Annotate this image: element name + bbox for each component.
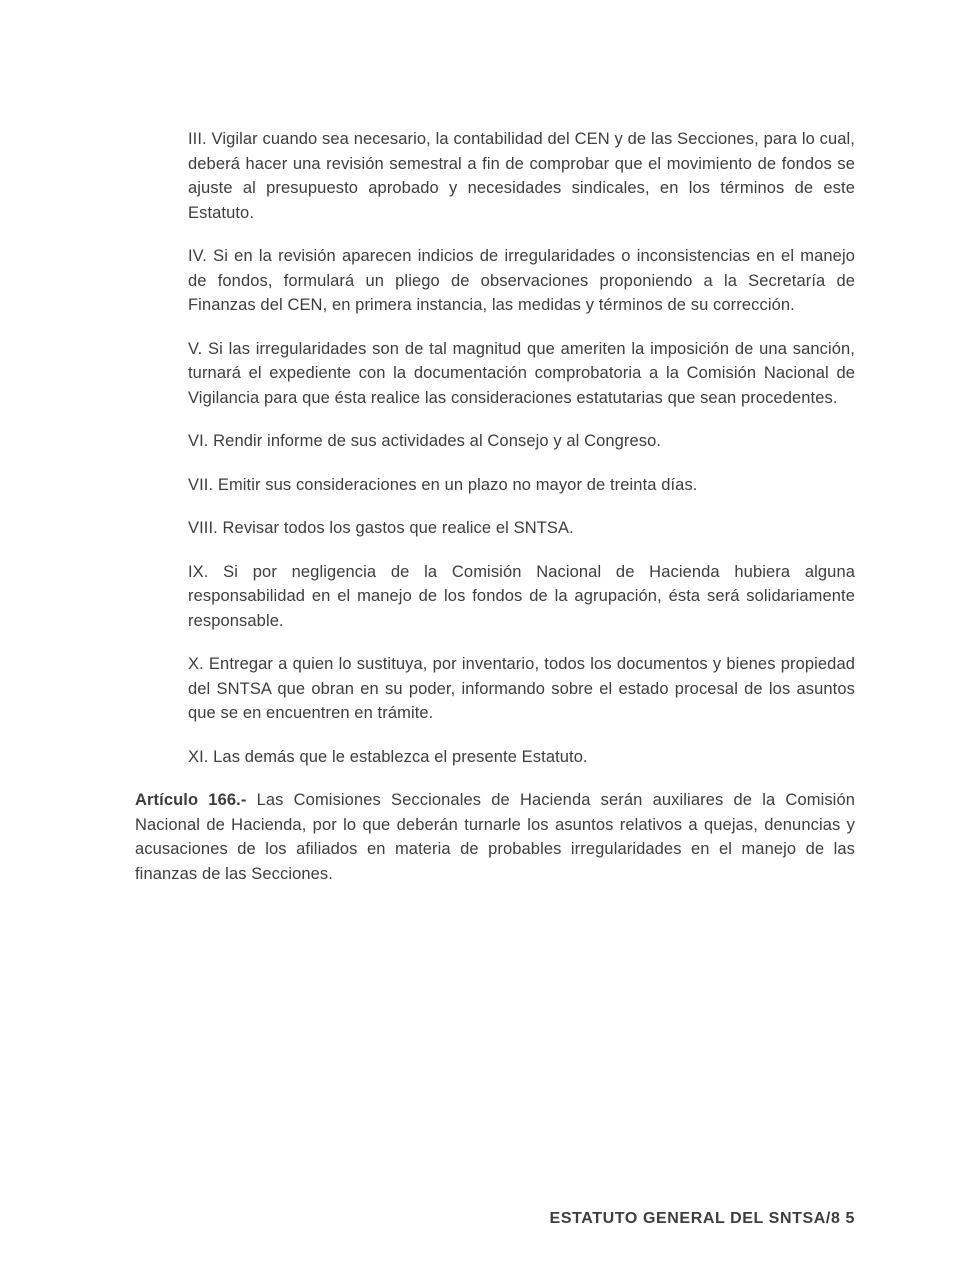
page-footer: ESTATUTO GENERAL DEL SNTSA/8 5 — [549, 1210, 855, 1227]
clause-paragraph: X. Entregar a quien lo sustituya, por inventario, todos los documentos y bienes propiedad del SNTSA que obran en su poder, informando sobre el estado procesal de los asuntos que se en encuentren en trámite. — [188, 655, 855, 722]
clause-paragraph: XI. Las demás que le establezca el presente Estatuto. — [188, 747, 588, 766]
clause-paragraph: VIII. Revisar todos los gastos que realice el SNTSA. — [188, 519, 574, 537]
document-body — [135, 127, 855, 905]
clause-paragraph: III. Vigilar cuando sea necesario, la contabilidad del CEN y de las Secciones, para lo cual, deberá hacer una revisión semestral a fin de comprobar que el movimiento de fondos se ajuste al presupuesto aprobado y necesidades sindicales, en los términos de este Estatuto. — [188, 130, 855, 222]
clause-paragraph: V. Si las irregularidades son de tal magnitud que ameriten la imposición de una sanción, turnará el expediente con la documentación comprobatoria a la Comisión Nacional de Vigilancia para que ésta realice las consideraciones estatutarias que sean procedentes. — [188, 339, 855, 407]
clause-paragraph: IV. Si en la revisión aparecen indicios de irregularidades o inconsistencias en el manejo de fondos, formulará un pliego de observaciones proponiendo a la Secretaría de Finanzas del CEN, en primera instancia, las medidas y términos de su corrección. — [188, 247, 855, 314]
clause-paragraph: IX. Si por negligencia de la Comisión Nacional de Hacienda hubiera alguna responsabilidad en el manejo de los fondos de la agrupación, ésta será solidariamente responsable. — [188, 562, 855, 630]
clause-paragraph: VII. Emitir sus consideraciones en un plazo no mayor de treinta días. — [188, 475, 698, 494]
article-paragraph: Artículo 166.- Las Comisiones Seccionales de Hacienda serán auxiliares de la Comisión Nacional de Hacienda, por lo que deberán turnarle los asuntos relativos a quejas, denuncias y acusaciones de los afiliados en materia de probables irregularidades en el manejo de las finanzas de las Secciones. — [135, 791, 855, 883]
clause-paragraph: VI. Rendir informe de sus actividades al Consejo y al Congreso. — [188, 432, 662, 450]
article-number-label: Artículo 166.- — [135, 791, 247, 809]
